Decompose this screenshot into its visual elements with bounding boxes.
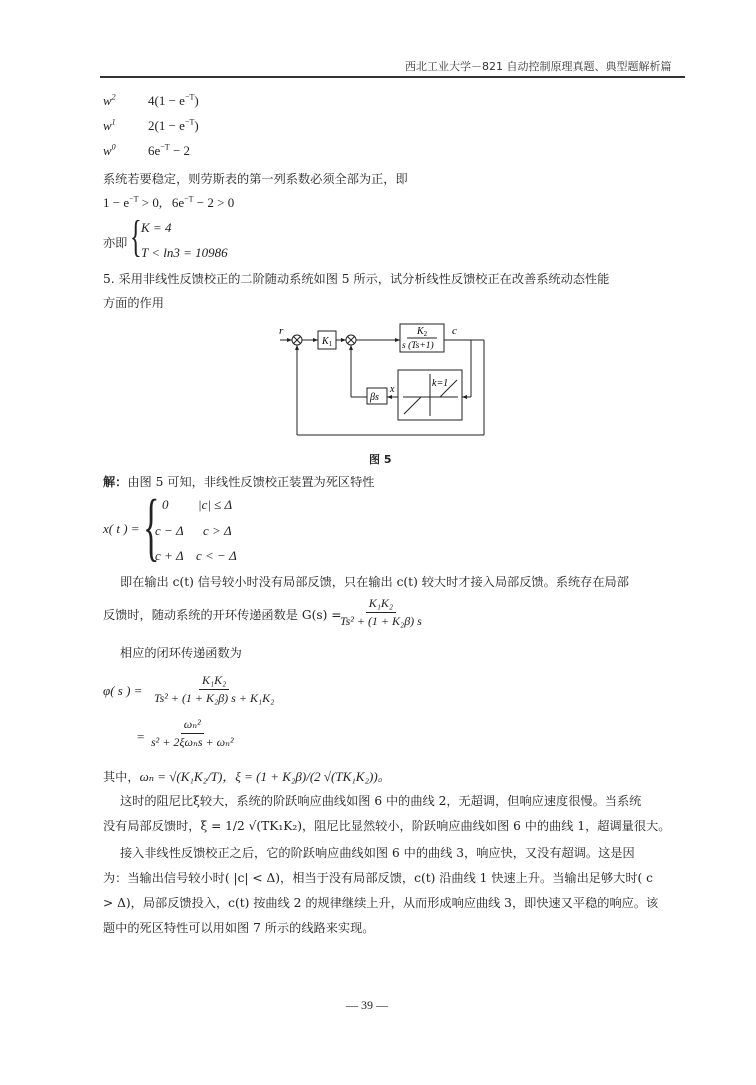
stability-text: 系统若要稳定，则劳斯表的第一列系数必须全部为正，即 bbox=[103, 172, 408, 186]
feedback-label: βs bbox=[370, 392, 379, 403]
solution-line-2: T < ln3 = 10986 bbox=[141, 245, 228, 260]
para3-line4: 题中的死区特性可以用如图 7 所示的线路来实现。 bbox=[103, 921, 375, 935]
para3-line1: 接入非线性反馈校正之后，它的阶跃响应曲线如图 6 中的曲线 3，响应快，又没有超调。这是因 bbox=[120, 846, 635, 860]
para1-line2: 反馈时，随动系统的开环传递函数是 G(s) = bbox=[103, 608, 342, 622]
phi-lhs: φ( s ) = bbox=[103, 683, 143, 698]
answer-intro: 解：由图 5 可知，非线性反馈校正装置为死区特性 bbox=[103, 475, 375, 489]
solution-prefix: 亦即 bbox=[103, 236, 128, 250]
x-label: x bbox=[390, 384, 395, 395]
where-line: 其中，ωₙ = √(K₁K₂/T)，ξ = (1 + K₂β)/(2 √(TK₁K₂))。 bbox=[103, 769, 391, 784]
routh-row-value: $4(1 - e^{-T})$ bbox=[148, 92, 199, 108]
case-cond: c > Δ bbox=[203, 523, 232, 538]
running-header: 西北工业大学－821 自动控制原理真题、典型题解析篇 bbox=[405, 60, 672, 73]
figure-caption: 图 5 bbox=[369, 453, 392, 466]
input-label: r bbox=[279, 325, 284, 337]
case-cond: |c| ≤ Δ bbox=[198, 497, 233, 512]
problem-line-2: 方面的作用 bbox=[103, 296, 164, 310]
plant-denominator: s (Ts+1) bbox=[402, 341, 434, 351]
piecewise-lhs: x( t ) = bbox=[103, 521, 140, 536]
routh-row-value: $6e^{-T} - 2$ bbox=[148, 142, 191, 158]
plant-numerator: $K_2$ bbox=[417, 326, 428, 338]
case-cond: c < − Δ bbox=[196, 548, 237, 563]
gain-label: k=1 bbox=[432, 378, 449, 389]
routh-row-label: $w^2$ bbox=[103, 92, 116, 108]
para1-line1: 即在输出 c(t) 信号较小时没有局部反馈，只在输出 c(t) 较大时才接入局部反馈。系统存在局部 bbox=[120, 575, 629, 589]
solution-brace: { bbox=[130, 212, 142, 261]
k1-label: $K_1$ bbox=[322, 336, 333, 348]
standard-form-tf: ωₙ² s² + 2ξωₙs + ωₙ² bbox=[151, 717, 234, 749]
case-expr: c + Δ bbox=[155, 548, 184, 563]
page-number: — 39 — bbox=[346, 998, 388, 1012]
para2-line1: 这时的阻尼比ξ较大，系统的阶跃响应曲线如图 6 中的曲线 2，无超调，但响应速度很慢。当系统 bbox=[120, 794, 642, 808]
output-label: c bbox=[452, 325, 457, 337]
problem-line-1: 5. 采用非线性反馈校正的二阶随动系统如图 5 所示，试分析线性反馈校正在改善系统动态性能 bbox=[103, 272, 610, 286]
equals-sign: = bbox=[137, 729, 145, 744]
header-rule bbox=[100, 76, 685, 78]
solution-line-1: K = 4 bbox=[141, 220, 172, 235]
block-diagram bbox=[260, 318, 500, 442]
case-expr: c − Δ bbox=[155, 523, 184, 538]
inequality-line: $1 - e^{-T} > 0$, $6e^{-T} - 2 > 0$ bbox=[103, 194, 235, 210]
routh-row-label: $w^1$ bbox=[103, 117, 116, 133]
para2-line2: 没有局部反馈时，ξ = 1/2 √(TK₁K₂)，阻尼比显然较小，阶跃响应曲线如图 6 中的曲线 1，超调量很大。 bbox=[103, 819, 671, 833]
closed-loop-tf: $\frac{\text{K₁K₂}}{\text{Ts² + (1 + K₂β) s + K₁K₂}}$ bbox=[154, 673, 275, 705]
piecewise-brace: { bbox=[143, 485, 160, 569]
case-expr: 0 bbox=[162, 497, 169, 512]
answer-label: 解： bbox=[103, 475, 128, 489]
routh-row-label: $w^0$ bbox=[103, 142, 116, 158]
closed-loop-text: 相应的闭环传递函数为 bbox=[120, 646, 242, 660]
open-loop-tf: $\frac{\text{K₁K₂}}{\text{Ts² + (1 + K₂β) s}}$ bbox=[340, 596, 422, 628]
para3-line3: > Δ)，局部反馈投入，c(t) 按曲线 2 的规律继续上升，从而形成响应曲线 3，即快速又平稳的响应。该 bbox=[103, 896, 659, 910]
para3-line2: 为：当输出信号较小时( |c| < Δ)，相当于没有局部反馈，c(t) 沿曲线 1 快速上升。当输出足够大时( c bbox=[103, 871, 653, 885]
routh-row-value: $2(1 - e^{-T})$ bbox=[148, 117, 199, 133]
